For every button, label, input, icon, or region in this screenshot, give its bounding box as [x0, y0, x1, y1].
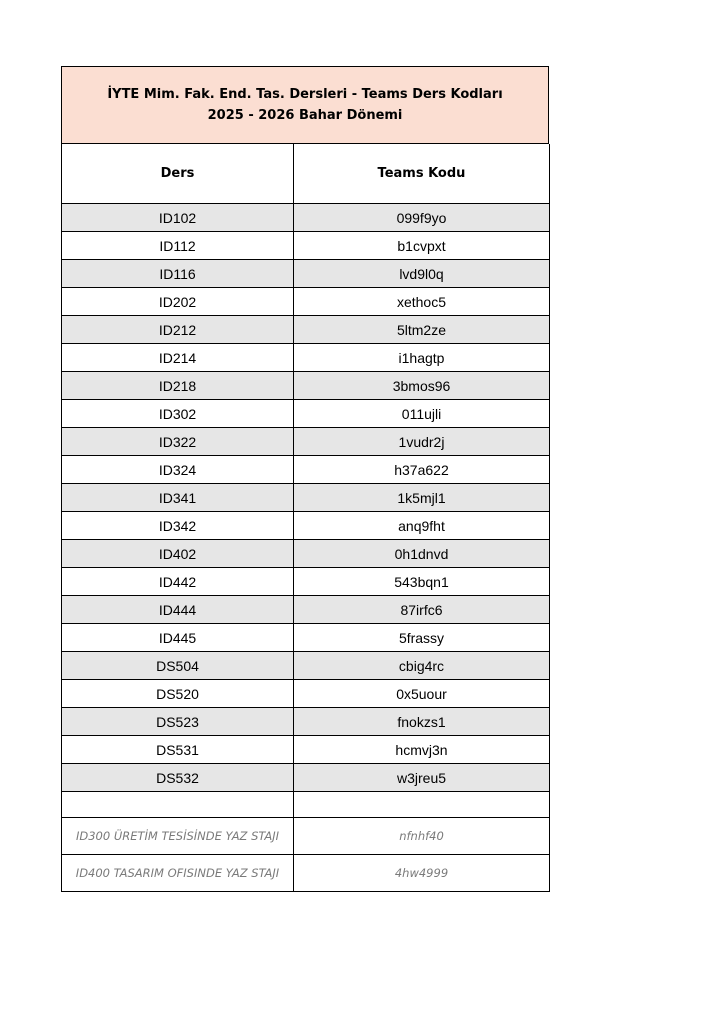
course-cell: ID442	[62, 568, 294, 596]
internship-code-cell: 4hw4999	[294, 855, 550, 892]
column-header-course: Ders	[62, 144, 294, 204]
table-row	[62, 512, 550, 540]
course-cell: ID202	[62, 288, 294, 316]
internship-row	[62, 855, 550, 892]
column-header-code: Teams Kodu	[294, 144, 550, 204]
course-cell: ID112	[62, 232, 294, 260]
course-cell: ID218	[62, 372, 294, 400]
teams-code-cell: 87irfc6	[294, 596, 550, 624]
table-row	[62, 484, 550, 512]
table-row	[62, 680, 550, 708]
course-cell: ID341	[62, 484, 294, 512]
empty-cell	[62, 792, 294, 818]
course-cell: ID116	[62, 260, 294, 288]
teams-code-cell: 1vudr2j	[294, 428, 550, 456]
teams-code-cell: anq9fht	[294, 512, 550, 540]
teams-code-cell: 543bqn1	[294, 568, 550, 596]
teams-code-cell: i1hagtp	[294, 344, 550, 372]
table-row	[62, 316, 550, 344]
table-row	[62, 540, 550, 568]
internship-course-cell: ID300 ÜRETİM TESİSİNDE YAZ STAJI	[62, 818, 294, 855]
table-row	[62, 708, 550, 736]
teams-code-cell: 011ujli	[294, 400, 550, 428]
teams-code-sheet	[61, 66, 549, 892]
table-row	[62, 260, 550, 288]
table-row	[62, 764, 550, 792]
teams-code-cell: hcmvj3n	[294, 736, 550, 764]
teams-code-cell: xethoc5	[294, 288, 550, 316]
table-row	[62, 428, 550, 456]
table-row	[62, 568, 550, 596]
course-cell: ID444	[62, 596, 294, 624]
course-cell: ID402	[62, 540, 294, 568]
course-cell: ID342	[62, 512, 294, 540]
course-cell: DS504	[62, 652, 294, 680]
table-row	[62, 596, 550, 624]
course-cell: ID445	[62, 624, 294, 652]
table-row	[62, 204, 550, 232]
teams-code-cell: 3bmos96	[294, 372, 550, 400]
course-cell: DS532	[62, 764, 294, 792]
empty-cell	[294, 792, 550, 818]
table-row	[62, 400, 550, 428]
empty-row	[62, 792, 550, 818]
course-cell: ID102	[62, 204, 294, 232]
internship-code-cell: nfnhf40	[294, 818, 550, 855]
table-row	[62, 456, 550, 484]
teams-code-cell: h37a622	[294, 456, 550, 484]
table-row	[62, 288, 550, 316]
course-cell: ID302	[62, 400, 294, 428]
course-cell: DS523	[62, 708, 294, 736]
sheet-term: 2025 - 2026 Bahar Dönemi	[207, 108, 403, 123]
table-row	[62, 344, 550, 372]
teams-code-cell: 5ltm2ze	[294, 316, 550, 344]
course-cell: ID214	[62, 344, 294, 372]
teams-code-cell: w3jreu5	[294, 764, 550, 792]
teams-code-cell: lvd9l0q	[294, 260, 550, 288]
course-cell: DS531	[62, 736, 294, 764]
table-row	[62, 232, 550, 260]
table-row	[62, 372, 550, 400]
table-row	[62, 652, 550, 680]
teams-code-cell: 099f9yo	[294, 204, 550, 232]
course-code-table	[61, 144, 550, 892]
sheet-title: İYTE Mim. Fak. End. Tas. Dersleri - Teams Ders Kodları	[107, 87, 503, 102]
teams-code-cell: 0h1dnvd	[294, 540, 550, 568]
course-cell: DS520	[62, 680, 294, 708]
internship-course-cell: ID400 TASARIM OFISINDE YAZ STAJI	[62, 855, 294, 892]
sheet-title-box	[61, 66, 549, 144]
teams-code-cell: 5frassy	[294, 624, 550, 652]
internship-row	[62, 818, 550, 855]
course-cell: ID212	[62, 316, 294, 344]
teams-code-cell: b1cvpxt	[294, 232, 550, 260]
teams-code-cell: cbig4rc	[294, 652, 550, 680]
table-row	[62, 624, 550, 652]
course-cell: ID324	[62, 456, 294, 484]
teams-code-cell: fnokzs1	[294, 708, 550, 736]
teams-code-cell: 1k5mjl1	[294, 484, 550, 512]
table-header-row	[62, 144, 550, 204]
teams-code-cell: 0x5uour	[294, 680, 550, 708]
course-cell: ID322	[62, 428, 294, 456]
table-row	[62, 736, 550, 764]
